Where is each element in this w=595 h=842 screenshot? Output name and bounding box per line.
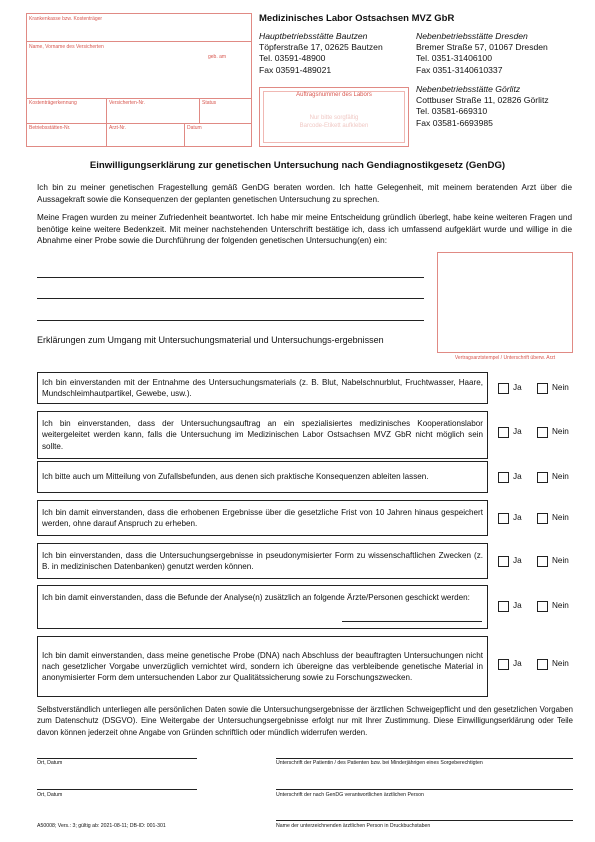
site-no-label: Betriebsstätten-Nr. xyxy=(29,125,71,131)
goerlitz-street: Cottbuser Straße 11, 02826 Görlitz xyxy=(416,95,549,106)
intro-paragraph-2: Meine Fragen wurden zu meiner Zufriedenheit beantwortet. Ich habe mir meine Entscheidung gründlich überlegt, habe keine weiteren Fragen und benötige keine weitere Bedenkzeit. Mit meiner nachstehenden Unterschrift bestätige ich, dass ich umfassend aufgeklärt wurde und willige in die Abnahme einer Probe sowie die Durchführung der folgenden genetischen Untersuchung(en) ein: xyxy=(37,213,572,246)
order-number-box xyxy=(259,87,409,147)
goerlitz-address xyxy=(416,84,549,129)
main-site-heading: Hauptbetriebsstätte Bautzen xyxy=(259,31,368,41)
no-checkbox-1[interactable] xyxy=(537,383,548,394)
goerlitz-tel: Tel. 03581-669310 xyxy=(416,106,488,117)
yes-label-2: Ja xyxy=(513,427,522,436)
place-date-line-1[interactable] xyxy=(37,758,197,759)
no-label-7: Nein xyxy=(552,659,569,668)
exam-line-2[interactable] xyxy=(37,298,424,299)
document-title: Einwilligungserklärung zur genetischen Untersuchung nach Gendiagnostikgesetz (GenDG) xyxy=(89,160,506,171)
main-site-address xyxy=(259,31,383,76)
exam-line-3[interactable] xyxy=(37,320,424,321)
no-checkbox-2[interactable] xyxy=(537,427,548,438)
yes-label-1: Ja xyxy=(513,383,522,392)
lab-name: Medizinisches Labor Ostsachsen MVZ GbR xyxy=(259,13,455,24)
yes-checkbox-3[interactable] xyxy=(498,472,509,483)
yes-label-5: Ja xyxy=(513,556,522,565)
question-forwarding: Ich bin einverstanden, dass der Untersuchungsauftrag an ein spezialisiertes medizinisches Kooperationslabor weitergeleitet werden kann, falls die Untersuchung im Medizinischen Labor Ostsachsen MVZ GbR nicht möglich sein sollte. xyxy=(37,411,488,459)
no-label-5: Nein xyxy=(552,556,569,565)
date-label: Datum xyxy=(187,125,202,131)
patient-signature-label: Unterschrift der Patientin / des Patienten bzw. bei Minderjährigen eines Sorgeberechtigten xyxy=(276,760,483,766)
no-label-4: Nein xyxy=(552,513,569,522)
yes-label-7: Ja xyxy=(513,659,522,668)
yes-label-3: Ja xyxy=(513,472,522,481)
yes-checkbox-6[interactable] xyxy=(498,601,509,612)
status-label: Status xyxy=(202,100,217,106)
declarations-heading: Erklärungen zum Umgang mit Untersuchungsmaterial und Untersuchungs-ergebnissen xyxy=(37,335,384,345)
place-date-line-2[interactable] xyxy=(37,789,197,790)
no-label-1: Nein xyxy=(552,383,569,392)
yes-checkbox-7[interactable] xyxy=(498,659,509,670)
yes-checkbox-2[interactable] xyxy=(498,427,509,438)
place-date-label-2: Ort, Datum xyxy=(37,792,63,798)
doctor-signature-line[interactable] xyxy=(276,789,573,790)
place-date-label-1: Ort, Datum xyxy=(37,760,63,766)
no-checkbox-3[interactable] xyxy=(537,472,548,483)
main-site-fax: Fax 03591-489021 xyxy=(259,64,332,75)
goerlitz-fax: Fax 03581-6693985 xyxy=(416,117,493,128)
doctor-no-label: Arzt-Nr. xyxy=(109,125,126,131)
yes-checkbox-5[interactable] xyxy=(498,556,509,567)
doctor-signature-label: Unterschrift der nach GenDG verantwortlichen ärztlichen Person xyxy=(276,792,424,798)
no-checkbox-4[interactable] xyxy=(537,513,548,524)
intro-paragraph-1: Ich bin zu meiner genetischen Fragestellung gemäß GenDG beraten worden. Ich hatte Gelegenheit, mit meinem beratenden Arzt über die Aussagekraft sowie die Konsequenzen der geplanten genetischen Untersuchung zu sprechen. xyxy=(37,183,572,204)
patient-signature-line[interactable] xyxy=(276,758,573,759)
doctor-name-label: Name der unterzeichnenden ärztlichen Person in Druckbuchstaben xyxy=(276,823,431,829)
no-checkbox-6[interactable] xyxy=(537,601,548,612)
no-checkbox-5[interactable] xyxy=(537,556,548,567)
yes-checkbox-4[interactable] xyxy=(498,513,509,524)
no-label-6: Nein xyxy=(552,601,569,610)
yes-label-6: Ja xyxy=(513,601,522,610)
stamp-caption: Vertragsarztstempel / Unterschrift überw. Arzt xyxy=(454,355,556,361)
no-label-2: Nein xyxy=(552,427,569,436)
question-sample-collection: Ich bin einverstanden mit der Entnahme des Untersuchungsmaterials (z. B. Blut, Nabelschnurblut, Fruchtwasser, Haare, Mundschleimhautpartikel, Gewebe, usw.). xyxy=(37,372,488,404)
footer-document-code: A50008; Vers.: 3; gültig ab: 2021-08-11; DB-ID: 001-301 xyxy=(37,823,166,829)
no-checkbox-7[interactable] xyxy=(537,659,548,670)
question-additional-recipients: Ich bin damit einverstanden, dass die Befunde der Analyse(n) zusätzlich an folgende Ärzte/Personen geschickt werden: xyxy=(37,585,488,629)
order-number-label: Auftragsnummer des Labors xyxy=(296,92,372,98)
closing-paragraph: Selbstverständlich unterliegen alle persönlichen Daten sowie die Untersuchungsergebnisse der ärztlichen Schweigepflicht und den gesetzlichen Vorgaben zum Datenschutz (DSGVO). Eine Weitergabe der Untersuchungsergebnisse erfolgt nur mit Ihrer Zustimmung. Diese Einwilligungserklärung oder Teile davon können jederzeit ohne Angabe von Gründen schriftlich oder mündlich widerrufen werden. xyxy=(37,705,573,737)
name-label: Name, Vorname des Versicherten xyxy=(29,44,104,50)
dresden-address xyxy=(416,31,548,76)
main-site-tel: Tel. 03591-48900 xyxy=(259,53,326,64)
main-site-street: Töpferstraße 17, 02625 Bautzen xyxy=(259,42,383,53)
patient-data-box xyxy=(26,13,252,147)
birth-label: geb. am xyxy=(208,54,227,60)
exam-line-1[interactable] xyxy=(37,277,424,278)
insurer-label: Krankenkasse bzw. Kostenträger xyxy=(29,16,103,22)
question-incidental-findings: Ich bitte auch um Mitteilung von Zufallsbefunden, aus denen sich praktische Konsequenzen ableiten lassen. xyxy=(37,461,488,493)
dresden-heading: Nebenbetriebsstätte Dresden xyxy=(416,31,528,41)
yes-checkbox-1[interactable] xyxy=(498,383,509,394)
barcode-note: Nur bitte sorgfältig Barcode-Etikett aufkleben xyxy=(299,115,369,129)
yes-label-4: Ja xyxy=(513,513,522,522)
doctor-stamp-box xyxy=(437,252,573,353)
question-storage: Ich bin damit einverstanden, dass die erhobenen Ergebnisse über die gesetzliche Frist von 10 Jahren hinaus gespeichert werden, ohne darauf Anspruch zu erheben. xyxy=(37,500,488,536)
insured-no-label: Versicherten-Nr. xyxy=(109,100,145,106)
dresden-fax: Fax 0351-3140610337 xyxy=(416,64,503,75)
no-label-3: Nein xyxy=(552,472,569,481)
dresden-tel: Tel. 0351-31406100 xyxy=(416,53,492,64)
dresden-street: Bremer Straße 57, 01067 Dresden xyxy=(416,42,548,53)
insurer-id-label: Kostenträgerkennung xyxy=(29,100,77,106)
doctor-name-line[interactable] xyxy=(276,820,573,821)
question-research-use: Ich bin einverstanden, dass die Untersuchungsergebnisse in pseudonymisierter Form zu wissenschaftlichen Zwecken (z. B. in medizinischen Datenbanken) genutzt werden können. xyxy=(37,543,488,579)
question-dna-retention: Ich bin damit einverstanden, dass meine genetische Probe (DNA) nach Abschluss der beauftragten Untersuchungen nicht nach gesetzlicher Vorgabe unverzüglich vernichtet wird, sondern ich übereigne das verbleibende genetische Material in anonymisierter Form dem untersuchenden Labor zur Qualitätssicherung sowie zu Forschungszwecken. xyxy=(37,636,488,697)
goerlitz-heading: Nebenbetriebsstätte Görlitz xyxy=(416,84,521,94)
